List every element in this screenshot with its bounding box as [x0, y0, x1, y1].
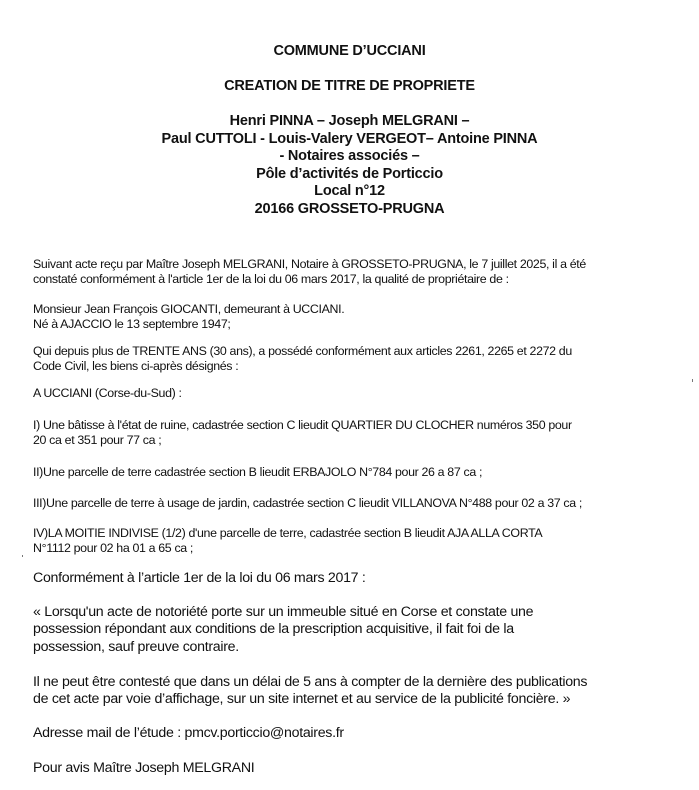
office-email: Adresse mail de l’étude : pmcv.porticcio@notaires.fr	[33, 725, 344, 741]
quote-line: possession, sauf preuve contraire.	[33, 638, 239, 655]
address-line-2: Local n°12	[314, 183, 385, 199]
item-line: III)Une parcelle de terre à usage de jardin, cadastrée section C lieudit VILLANOVA N°488 pour 02 a 37 ca ;	[33, 496, 582, 510]
quote-paragraph-1	[33, 604, 673, 656]
quote-line: Il ne peut être contesté que dans un délai de 5 ans à compter de la dernière des publications	[33, 674, 588, 690]
property-item-4	[33, 526, 673, 556]
item-line: I) Une bâtisse à l'état de ruine, cadastrée section C lieudit QUARTIER DU CLOCHER numéros 350 pour	[33, 418, 572, 432]
law-reference: Conformément à l’article 1er de la loi du 06 mars 2017 :	[33, 570, 366, 586]
scan-artifact	[22, 555, 23, 557]
item-line: II)Une parcelle de terre cadastrée section B lieudit ERBAJOLO N°784 pour 26 a 87 ca ;	[33, 465, 483, 479]
owner-paragraph	[33, 302, 673, 332]
signature-line: Pour avis Maître Joseph MELGRANI	[33, 760, 255, 776]
item-line: IV)LA MOITIE INDIVISE (1/2) d'une parcelle de terre, cadastrée section B lieudit AJA ALLA CORTA	[33, 526, 543, 540]
notaries-line-3: - Notaires associés –	[279, 148, 420, 164]
address-line-3: 20166 GROSSETO-PRUGNA	[254, 200, 445, 217]
quote-line: de cet acte par voie d’affichage, sur un site internet et au service de la publicité foncière. »	[33, 691, 571, 708]
property-item-2	[33, 465, 673, 480]
possession-paragraph	[33, 344, 673, 374]
location-line: A UCCIANI (Corse-du-Sud) :	[33, 386, 182, 400]
commune-heading: COMMUNE D’UCCIANI	[273, 43, 426, 59]
quote-paragraph-2	[33, 674, 673, 709]
intro-paragraph	[33, 257, 673, 287]
intro-line: constaté conformément à l'article 1er de la loi du 06 mars 2017, la qualité de propriétaire de :	[33, 272, 509, 286]
quote-line: « Lorsqu'un acte de notoriété porte sur un immeuble situé en Corse et constate une	[33, 604, 534, 620]
intro-line: Suivant acte reçu par Maître Joseph MELGRANI, Notaire à GROSSETO-PRUGNA, le 7 juillet 2025, il a été	[33, 257, 586, 271]
notaries-line-1: Henri PINNA – Joseph MELGRANI –	[229, 113, 470, 129]
property-item-1	[33, 418, 673, 448]
document-title: CREATION DE TITRE DE PROPRIETE	[224, 78, 475, 94]
scan-artifact	[692, 379, 693, 382]
notaries-line-2: Paul CUTTOLI - Louis-Valery VERGEOT– Antoine PINNA	[161, 130, 538, 147]
owner-line: Né à AJACCIO le 13 septembre 1947;	[33, 317, 231, 331]
possession-line: Code Civil, les biens ci-après désignés :	[33, 359, 239, 373]
notary-header	[0, 113, 699, 218]
owner-line: Monsieur Jean François GIOCANTI, demeurant à UCCIANI.	[33, 302, 345, 316]
item-line: 20 ca et 351 pour 77 ca ;	[33, 433, 162, 447]
property-item-3	[33, 496, 673, 511]
address-line-1: Pôle d’activités de Porticcio	[256, 165, 443, 182]
quote-line: possession répondant aux conditions de la prescription acquisitive, il fait foi de la	[33, 621, 514, 638]
item-line: N°1112 pour 02 ha 01 a 65 ca ;	[33, 541, 194, 555]
possession-line: Qui depuis plus de TRENTE ANS (30 ans), a possédé conformément aux articles 2261, 2265 et 2272 du	[33, 344, 572, 358]
